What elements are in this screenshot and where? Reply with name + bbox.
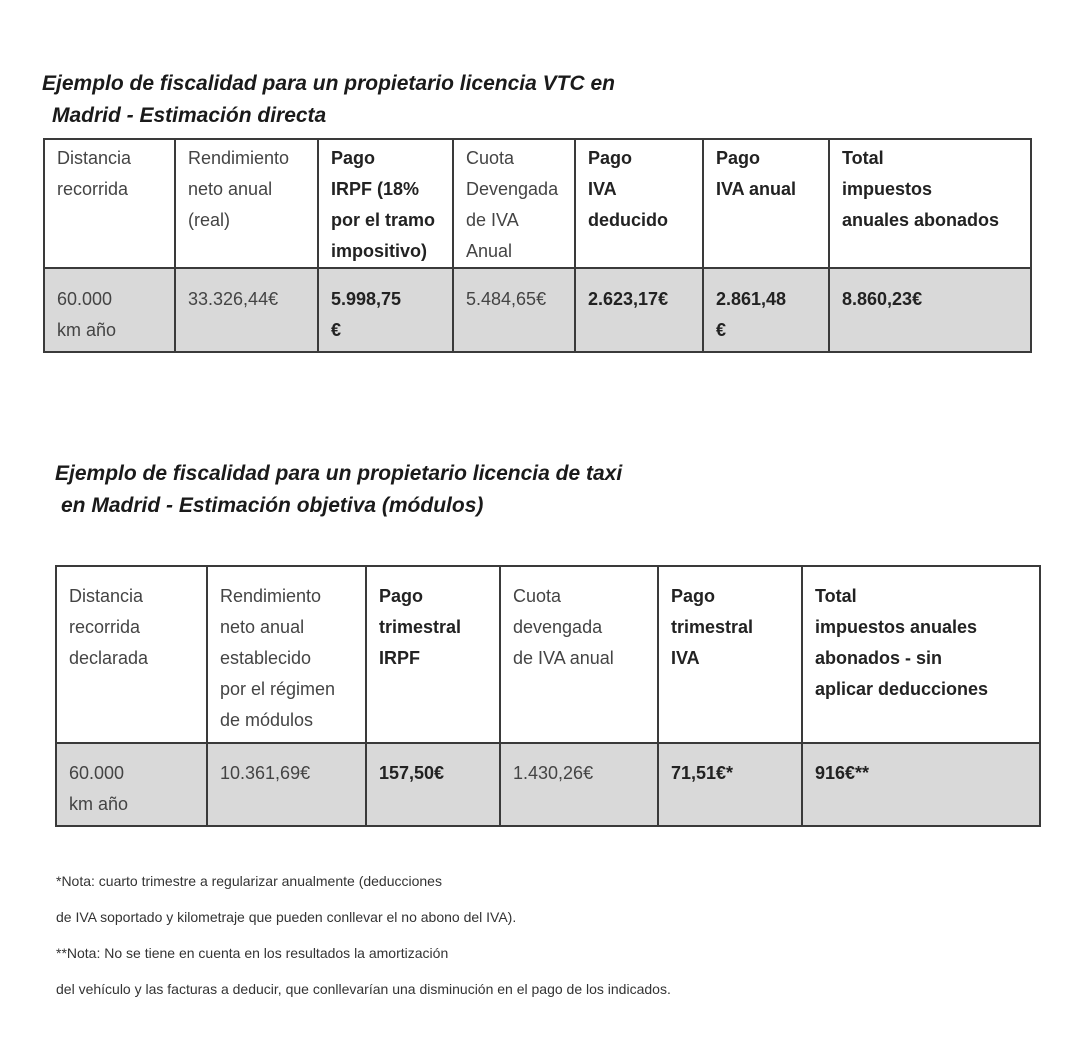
cell-line: Pago xyxy=(379,586,424,606)
vtc-table-title xyxy=(42,68,615,132)
cell-line: IRPF xyxy=(379,648,421,668)
footnote-line: *Nota: cuarto trimestre a regularizar anualmente (deducciones xyxy=(56,873,442,889)
taxi-tax-table xyxy=(55,565,1041,827)
cell-line: Total xyxy=(815,586,857,606)
taxi-value-iva-quarterly xyxy=(658,743,802,826)
cell-line: Distancia xyxy=(69,586,144,606)
cell-line: Pago xyxy=(588,148,633,168)
cell-line: 157,50€ xyxy=(379,763,445,783)
taxi-header-total xyxy=(802,566,1040,743)
cell-line: impuestos xyxy=(842,179,933,199)
cell-line: Anual xyxy=(466,241,513,261)
cell-line: Cuota xyxy=(466,148,515,168)
cell-line: km año xyxy=(69,794,129,814)
cell-line: por el tramo xyxy=(331,210,436,230)
cell-line: Pago xyxy=(671,586,716,606)
cell-line: devengada xyxy=(513,617,603,637)
cell-line: recorrida xyxy=(69,617,141,637)
cell-line: abonados - sin xyxy=(815,648,943,668)
cell-line: aplicar deducciones xyxy=(815,679,989,699)
taxi-header-iva-accrued xyxy=(500,566,658,743)
taxi-header-net-yield xyxy=(207,566,366,743)
cell-line: Cuota xyxy=(513,586,562,606)
cell-line: Rendimiento xyxy=(220,586,322,606)
cell-line: 2.861,48 xyxy=(716,289,787,309)
cell-line: 916€** xyxy=(815,763,870,783)
cell-line: 10.361,69€ xyxy=(220,763,311,783)
taxi-value-total xyxy=(802,743,1040,826)
taxi-header-row xyxy=(56,566,1040,743)
cell-line: IRPF (18% xyxy=(331,179,420,199)
cell-line: 5.998,75 xyxy=(331,289,402,309)
cell-line: establecido xyxy=(220,648,312,668)
cell-line: 33.326,44€ xyxy=(188,289,279,309)
cell-line: km año xyxy=(57,320,117,340)
cell-line: trimestral xyxy=(671,617,754,637)
cell-line: de módulos xyxy=(220,710,314,730)
cell-line: deducido xyxy=(588,210,668,230)
cell-line: IVA xyxy=(671,648,700,668)
cell-line: IVA anual xyxy=(716,179,797,199)
cell-line: de IVA xyxy=(466,210,519,230)
vtc-header-total xyxy=(829,139,1031,268)
footnotes xyxy=(56,870,671,1014)
vtc-tax-table xyxy=(43,138,1032,353)
vtc-value-iva-accrued xyxy=(453,268,575,352)
vtc-value-net-yield xyxy=(175,268,318,352)
vtc-header-iva-annual xyxy=(703,139,829,268)
taxi-value-irpf xyxy=(366,743,500,826)
vtc-header-iva-accrued xyxy=(453,139,575,268)
cell-line: de IVA anual xyxy=(513,648,614,668)
cell-line: IVA xyxy=(588,179,617,199)
taxi-value-iva-accrued xyxy=(500,743,658,826)
vtc-header-iva-deducted xyxy=(575,139,703,268)
cell-line: por el régimen xyxy=(220,679,336,699)
cell-line: 1.430,26€ xyxy=(513,763,594,783)
cell-line: € xyxy=(716,320,727,340)
vtc-title-line-2: Madrid - Estimación directa xyxy=(52,104,327,127)
cell-line: (real) xyxy=(188,210,231,230)
vtc-data-row xyxy=(44,268,1031,352)
cell-line: 8.860,23€ xyxy=(842,289,923,309)
vtc-header-distance xyxy=(44,139,175,268)
taxi-value-net-yield xyxy=(207,743,366,826)
cell-line: € xyxy=(331,320,342,340)
cell-line: declarada xyxy=(69,648,149,668)
cell-line: Pago xyxy=(716,148,761,168)
vtc-value-total xyxy=(829,268,1031,352)
footnote-line: **Nota: No se tiene en cuenta en los resultados la amortización xyxy=(56,945,449,961)
vtc-value-distance xyxy=(44,268,175,352)
cell-line: 71,51€* xyxy=(671,763,734,783)
taxi-header-distance xyxy=(56,566,207,743)
taxi-data-row xyxy=(56,743,1040,826)
taxi-header-irpf xyxy=(366,566,500,743)
footnote-line: del vehículo y las facturas a deducir, que conllevarían una disminución en el pago de los indicados. xyxy=(56,981,671,997)
cell-line: Rendimiento xyxy=(188,148,290,168)
taxi-header-iva-quarterly xyxy=(658,566,802,743)
taxi-value-distance xyxy=(56,743,207,826)
taxi-title-line-2: en Madrid - Estimación objetiva (módulos) xyxy=(61,494,484,517)
cell-line: trimestral xyxy=(379,617,462,637)
vtc-title-line-1: Ejemplo de fiscalidad para un propietario licencia VTC en xyxy=(42,72,615,95)
cell-line: Pago xyxy=(331,148,376,168)
vtc-value-iva-annual xyxy=(703,268,829,352)
cell-line: 2.623,17€ xyxy=(588,289,669,309)
cell-line: impositivo) xyxy=(331,241,428,261)
taxi-table-title xyxy=(55,458,622,522)
cell-line: impuestos anuales xyxy=(815,617,978,637)
vtc-header-irpf xyxy=(318,139,453,268)
taxi-title-line-1: Ejemplo de fiscalidad para un propietario licencia de taxi xyxy=(55,462,623,485)
cell-line: 5.484,65€ xyxy=(466,289,547,309)
vtc-value-irpf xyxy=(318,268,453,352)
cell-line: Total xyxy=(842,148,884,168)
cell-line: 60.000 xyxy=(69,763,125,783)
vtc-header-row xyxy=(44,139,1031,268)
cell-line: neto anual xyxy=(188,179,273,199)
cell-line: 60.000 xyxy=(57,289,113,309)
cell-line: recorrida xyxy=(57,179,129,199)
footnote-line: de IVA soportado y kilometraje que pueden conllevar el no abono del IVA). xyxy=(56,909,517,925)
cell-line: anuales abonados xyxy=(842,210,1000,230)
cell-line: Devengada xyxy=(466,179,559,199)
vtc-value-iva-deducted xyxy=(575,268,703,352)
vtc-header-net-yield xyxy=(175,139,318,268)
cell-line: Distancia xyxy=(57,148,132,168)
cell-line: neto anual xyxy=(220,617,305,637)
